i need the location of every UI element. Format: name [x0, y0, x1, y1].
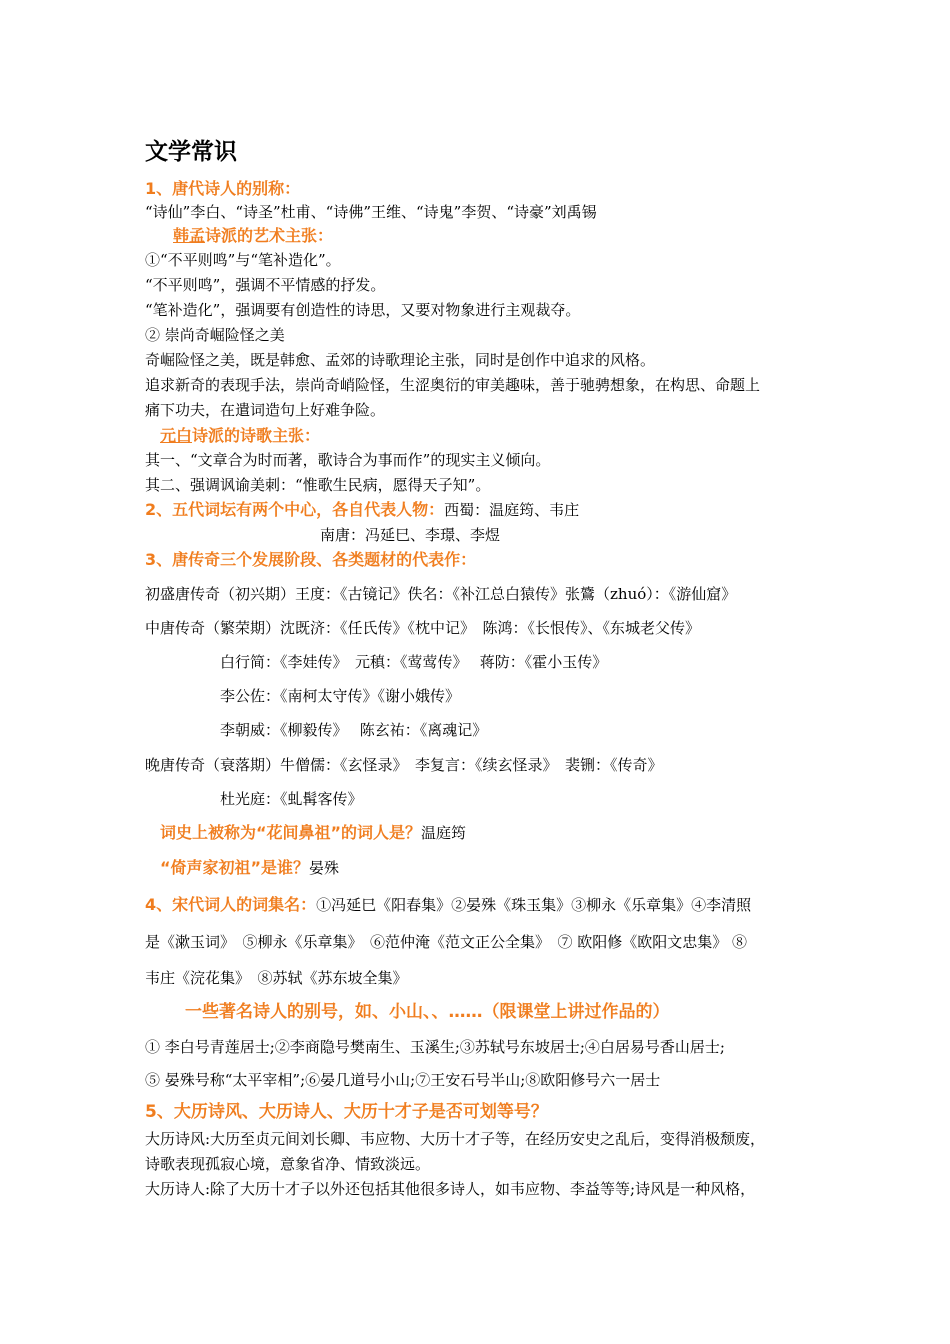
- dali-line: 大历诗风:大历至贞元间刘长卿、韦应物、大历十才子等，在经历安史之乱后，变得消极颓废，: [145, 1130, 766, 1148]
- poet-nicknames-line: “诗仙”李白、“诗圣”杜甫、“诗佛”王维、“诗鬼”李贺、“诗豪”刘禹锡: [145, 203, 597, 221]
- section-2-line: [145, 500, 579, 520]
- hanmeng-heading: [173, 226, 333, 246]
- chuanqi-line: 白行简：《李娃传》 元稹：《莺莺传》 蒋防：《霍小玉传》: [220, 653, 608, 671]
- chuanqi-line: 中唐传奇（繁荣期）沈既济：《任氏传》《枕中记》 陈鸿：《长恨传》、《东城老父传》: [145, 619, 701, 637]
- yuanbai-heading-rest: 诗派的诗歌主张：: [192, 426, 321, 445]
- paragraph-line: “笔补造化”，强调要有创造性的诗思，又要对物象进行主观裁夺。: [145, 301, 581, 319]
- page-title: 文学常识: [145, 139, 237, 165]
- question-yisheng-text: “倚声家初祖”是谁？: [160, 858, 310, 877]
- question-huajian-text: 词史上被称为“花间鼻祖”的词人是？: [160, 823, 422, 842]
- paragraph-line: 奇崛险怪之美，既是韩愈、孟郊的诗歌理论主张，同时是创作中追求的风格。: [145, 351, 656, 369]
- poet-aliases-line: ⑤ 晏殊号称“太平宰相”;⑥晏几道号小山;⑦王安石号半山;⑧欧阳修号六一居士: [145, 1071, 661, 1089]
- dali-line: 诗歌表现孤寂心境，意象省净、情致淡远。: [145, 1155, 431, 1173]
- poet-aliases-line: ① 李白号青莲居士;②李商隐号樊南生、玉溪生;③苏轼号东坡居士;④白居易号香山居士;: [145, 1038, 725, 1056]
- section-1-heading: 1、唐代诗人的别称：: [145, 179, 301, 198]
- chuanqi-line: 李朝威：《柳毅传》 陈玄祐：《离魂记》: [220, 721, 488, 739]
- hanmeng-name: 韩孟: [173, 226, 206, 245]
- paragraph-line: ② 崇尚奇崛险怪之美: [145, 326, 285, 344]
- yuanbai-heading: [160, 426, 320, 446]
- chuanqi-line: 杜光庭：《虬髯客传》: [220, 790, 363, 808]
- paragraph-line: 其二、强调讽谕美刺：“惟歌生民病，愿得天子知”。: [145, 476, 491, 494]
- question-huajian: [160, 823, 466, 843]
- nantang-text: 南唐：冯延巳、李璟、李煜: [320, 526, 501, 544]
- answer-huajian: 温庭筠: [421, 824, 467, 842]
- paragraph-line: “不平则鸣”，强调不平情感的抒发。: [145, 276, 386, 294]
- section-3-heading: 3、唐传奇三个发展阶段、各类题材的代表作：: [145, 550, 477, 569]
- ci-collections-3: 韦庄《浣花集》 ⑧苏轼《苏东坡全集》: [145, 969, 408, 987]
- xishu-text: 西蜀：温庭筠、韦庄: [444, 501, 580, 519]
- paragraph-line: 追求新奇的表现手法，崇尚奇峭险怪，生涩奥衍的审美趣味，善于驰骋想象，在构思、命题上: [145, 376, 761, 394]
- dali-line: 大历诗人:除了大历十才子以外还包括其他很多诗人，如韦应物、李益等等;诗风是一种风格，: [145, 1180, 756, 1198]
- answer-yisheng: 晏殊: [309, 859, 340, 877]
- paragraph-line: 其一、“文章合为时而著，歌诗合为事而作”的现实主义倾向。: [145, 451, 551, 469]
- section-2-heading: 2、五代词坛有两个中心，各自代表人物：: [145, 500, 445, 519]
- yuanbai-name: 元白: [160, 426, 193, 445]
- section-4-line: [145, 895, 751, 915]
- chuanqi-line: 晚唐传奇（衰落期）牛僧儒：《玄怪录》 李复言：《续玄怪录》 裴铏：《传奇》: [145, 756, 663, 774]
- poet-aliases-heading: 一些著名诗人的别号，如、小山、、……（限课堂上讲过作品的）: [185, 1002, 670, 1022]
- paragraph-line: 痛下功夫，在遣词造句上好难争险。: [145, 401, 386, 419]
- ci-collections-2: 是《漱玉词》 ⑤柳永《乐章集》 ⑥范仲淹《范文正公全集》 ⑦ 欧阳修《欧阳文忠集》 ⑧: [145, 933, 748, 951]
- section-4-heading: 4、宋代词人的词集名：: [145, 895, 317, 914]
- section-5-heading: 5、大历诗风、大历诗人、大历十才子是否可划等号？: [145, 1102, 548, 1122]
- chuanqi-line: 初盛唐传奇（初兴期）王度：《古镜记》佚名：《补江总白猿传》张鷟（zhuó）：《游仙窟》: [145, 585, 737, 603]
- paragraph-line: ①“不平则鸣”与“笔补造化”。: [145, 251, 341, 269]
- ci-collections-1: ①冯延巳《阳春集》②晏殊《珠玉集》③柳永《乐章集》④李清照: [316, 896, 752, 914]
- chuanqi-line: 李公佐：《南柯太守传》《谢小娥传》: [220, 687, 461, 705]
- hanmeng-heading-rest: 诗派的艺术主张：: [205, 226, 334, 245]
- question-yisheng: [160, 858, 339, 878]
